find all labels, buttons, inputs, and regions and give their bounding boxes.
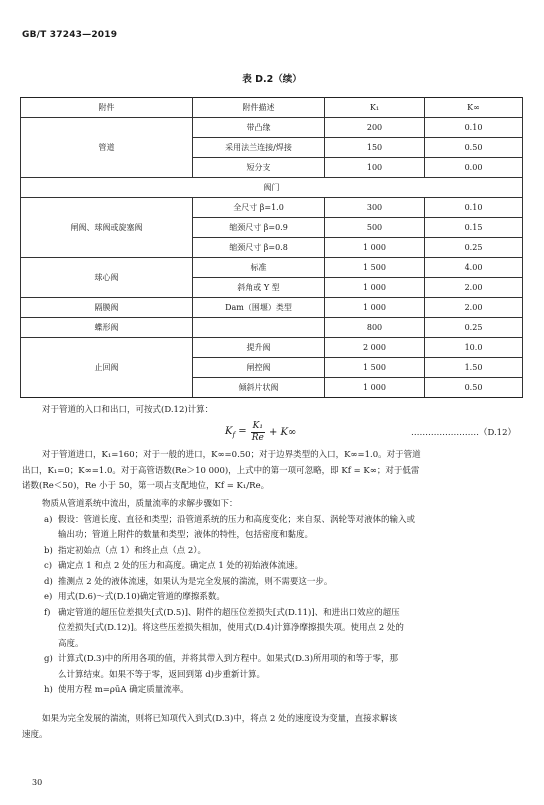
fitting-description: 短分支 [193, 158, 325, 178]
table-row [21, 298, 523, 318]
table-row [21, 318, 523, 338]
table-row [21, 258, 523, 278]
equation-lhs: $K_f$ = [225, 426, 247, 439]
k1-value: 2 000 [325, 338, 425, 358]
fitting-name: 闸阀、球阀或旋塞阀 [21, 198, 193, 258]
k1-value: 1 500 [325, 358, 425, 378]
kinf-value: 2.00 [425, 298, 523, 318]
standard-number: GB/T 37243—2019 [22, 30, 118, 40]
column-header: K∞ [425, 98, 523, 118]
fitting-name: 管道 [21, 118, 193, 178]
step-label: e) [44, 592, 53, 602]
fitting-name: 球心阀 [21, 258, 193, 298]
k1-value: 500 [325, 218, 425, 238]
fitting-name: 隔膜阀 [21, 298, 193, 318]
steps-intro: 物质从管道系统中流出，质量流率的求解步骤如下： [42, 499, 238, 509]
step-label: a) [44, 514, 53, 525]
step-text: 推测点 2 处的液体流速，如果认为是完全发展的湍流，则不需要这一步。 [58, 576, 333, 587]
kinf-value: 0.25 [425, 318, 523, 338]
fitting-description: 倾斜片状阀 [193, 378, 325, 398]
equation-fraction: $\frac{\text{K₁}}{Re}$ [251, 421, 264, 443]
fitting-description: 采用法兰连接/焊接 [193, 138, 325, 158]
equation-tail: + K∞ [268, 427, 297, 438]
column-header: K₁ [325, 98, 425, 118]
step-label: d) [44, 576, 53, 587]
step-label: g) [44, 654, 53, 664]
table-header-row [21, 98, 523, 118]
kinf-value: 2.00 [425, 278, 523, 298]
column-header: 附件描述 [193, 98, 325, 118]
k1-value: 200 [325, 118, 425, 138]
table-row [21, 118, 523, 138]
fitting-name: 止回阀 [21, 338, 193, 398]
kinf-value: 0.25 [425, 238, 523, 258]
table-row [21, 338, 523, 358]
step-item: 么计算结束。如果不等于零，返回到第 d)步重新计算。 [58, 669, 265, 680]
step-item: 高度。 [58, 638, 84, 649]
equation-d12 [225, 421, 296, 444]
kinf-value: 10.0 [425, 338, 523, 358]
fitting-name: 蝶形阀 [21, 318, 193, 338]
k1-value: 1 500 [325, 258, 425, 278]
k1-value: 150 [325, 138, 425, 158]
kinf-value: 0.10 [425, 118, 523, 138]
kinf-value: 0.10 [425, 198, 523, 218]
fitting-description: 提升阀 [193, 338, 325, 358]
step-item [22, 590, 522, 606]
step-label: c) [44, 561, 53, 571]
step-text: 使用方程 m=ρūA 确定质量流率。 [58, 685, 189, 695]
k1-value: 1 000 [325, 238, 425, 258]
fittings-table [20, 97, 523, 398]
kinf-value: 1.50 [425, 358, 523, 378]
k1-value: 1 000 [325, 278, 425, 298]
fitting-description: 闸控阀 [193, 358, 325, 378]
fitting-description: 标准 [193, 258, 325, 278]
k1-value: 300 [325, 198, 425, 218]
step-item: 输出功；管道上附件的数量和类型；液体的特性，包括密度和黏度。 [58, 530, 314, 540]
intro-text: 对于管道的入口和出口，可按式(D.12)计算： [42, 405, 214, 415]
fitting-description: 缩颈尺寸 β=0.9 [193, 218, 325, 238]
k1-value: 1 000 [325, 298, 425, 318]
step-item [22, 652, 522, 668]
table-row [21, 198, 523, 218]
step-item: 位差损失[式(D.12)]。将这些压差损失相加，使用式(D.4)计算净摩擦损失项。使用点 2 处的 [58, 623, 404, 633]
fitting-description: 斜角或 Y 型 [193, 278, 325, 298]
step-text: 用式(D.6)～式(D.10)确定管道的摩擦系数。 [58, 592, 225, 602]
kinf-value: 0.00 [425, 158, 523, 178]
fitting-description: 带凸缘 [193, 118, 325, 138]
step-item [22, 606, 522, 622]
kinf-value: 0.50 [425, 138, 523, 158]
step-text: 假设：管道长度、直径和类型；沿管道系统的压力和高度变化；来自泵、涡轮等对液体的输入或 [58, 514, 416, 525]
column-header: 附件 [21, 98, 193, 118]
k1-value: 1 000 [325, 378, 425, 398]
page-number: 30 [32, 778, 43, 787]
step-item [22, 575, 522, 591]
step-text: 确定管道的超压位差损失[式(D.5)]、附件的超压位差损失[式(D.11)]、和进出口效应的超压 [58, 607, 400, 618]
step-item [22, 559, 522, 575]
fitting-description [193, 318, 325, 338]
section-row [21, 178, 523, 198]
step-text: 指定初始点（点 1）和终止点（点 2）。 [58, 545, 206, 556]
table-title: 表 D.2（续） [242, 74, 302, 85]
section-label: 阀门 [21, 178, 523, 198]
kinf-value: 0.50 [425, 378, 523, 398]
step-text: 确定点 1 和点 2 处的压力和高度。确定点 1 处的初始液体流速。 [58, 561, 303, 571]
steps-block [22, 497, 522, 699]
step-item [22, 544, 522, 560]
k1-value: 800 [325, 318, 425, 338]
step-text: 计算式(D.3)中的所用各项的值，并将其带入到方程中。如果式(D.3)所用项的和等于零，那 [58, 654, 399, 664]
fitting-description: 全尺寸 β=1.0 [193, 198, 325, 218]
fitting-description: 缩颈尺寸 β=0.8 [193, 238, 325, 258]
kinf-value: 4.00 [425, 258, 523, 278]
step-label: f) [44, 607, 51, 618]
paragraph-coefficients: 对于管道进口，K₁=160；对于一般的进口，K∞=0.50；对于边界类型的入口，K∞=1.0。对于管道 出口，K₁=0；K∞=1.0。对于高管语数(Re＞10 000)，上式中的第一项可忽略，即 Kf = K∞；对于低雷 诺数(Re＜50)，Re 小于 50，第一项占支配地位，Kf = K₁/Re。 [22, 450, 421, 491]
equation-reference: ……………………（D.12） [410, 428, 516, 438]
closing-paragraph: 如果为完全发展的湍流，则将已知项代入到式(D.3)中，将点 2 处的速度设为变量，直接求解该 速度。 [22, 714, 398, 740]
step-item [22, 683, 522, 699]
kinf-value: 0.15 [425, 218, 523, 238]
step-label: h) [44, 685, 53, 695]
step-label: b) [44, 545, 53, 556]
k1-value: 100 [325, 158, 425, 178]
fitting-description: Dam（围堰）类型 [193, 298, 325, 318]
step-item [22, 513, 522, 529]
